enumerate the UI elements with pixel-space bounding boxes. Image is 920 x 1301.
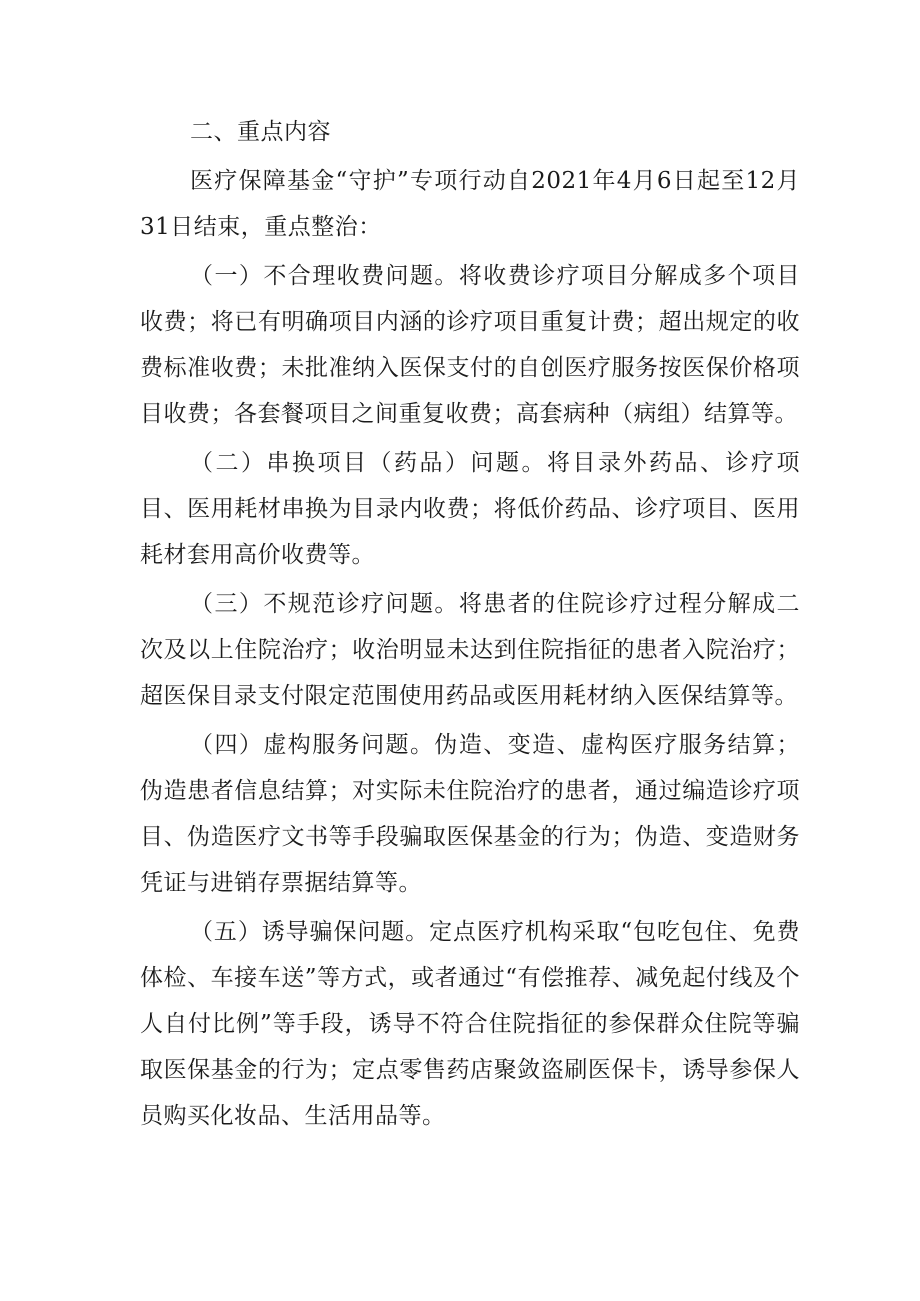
paragraph-item-2: （二）串换项目（药品）问题。将目录外药品、诊疗项目、医用耗材串换为目录内收费；将低价药品、诊疗项目、医用耗材套用高价收费等。	[140, 450, 800, 568]
paragraph-item-3: （三）不规范诊疗问题。将患者的住院诊疗过程分解成二次及以上住院治疗；收治明显未达到住院指征的患者入院治疗；超医保目录支付限定范围使用药品或医用耗材纳入医保结算等。	[140, 591, 800, 709]
paragraph-item-1: （一）不合理收费问题。将收费诊疗项目分解成多个项目收费；将已有明确项目内涵的诊疗项目重复计费；超出规定的收费标准收费；未批准纳入医保支付的自创医疗服务按医保价格项目收费；各套餐项目之间重复收费；高套病种（病组）结算等。	[140, 263, 800, 427]
paragraph-item-5: （五）诱导骗保问题。定点医疗机构采取“包吃包住、免费体检、车接车送”等方式，或者通过“有偿推荐、减免起付线及个人自付比例”等手段，诱导不符合住院指征的参保群众住院等骗取医保基金的行为；定点零售药店聚敛盗刷医保卡，诱导参保人员购买化妆品、生活用品等。	[140, 919, 800, 1129]
paragraph-item-4: （四）虚构服务问题。伪造、变造、虚构医疗服务结算；伪造患者信息结算；对实际未住院治疗的患者，通过编造诊疗项目、伪造医疗文书等手段骗取医保基金的行为；伪造、变造财务凭证与进销存票据结算等。	[140, 732, 800, 896]
section-heading: 二、重点内容	[190, 119, 331, 145]
intro-paragraph: 医疗保障基金“守护”专项行动自2021年4月6日起至12月31日结束，重点整治：	[140, 168, 800, 240]
document-body	[140, 109, 800, 1139]
